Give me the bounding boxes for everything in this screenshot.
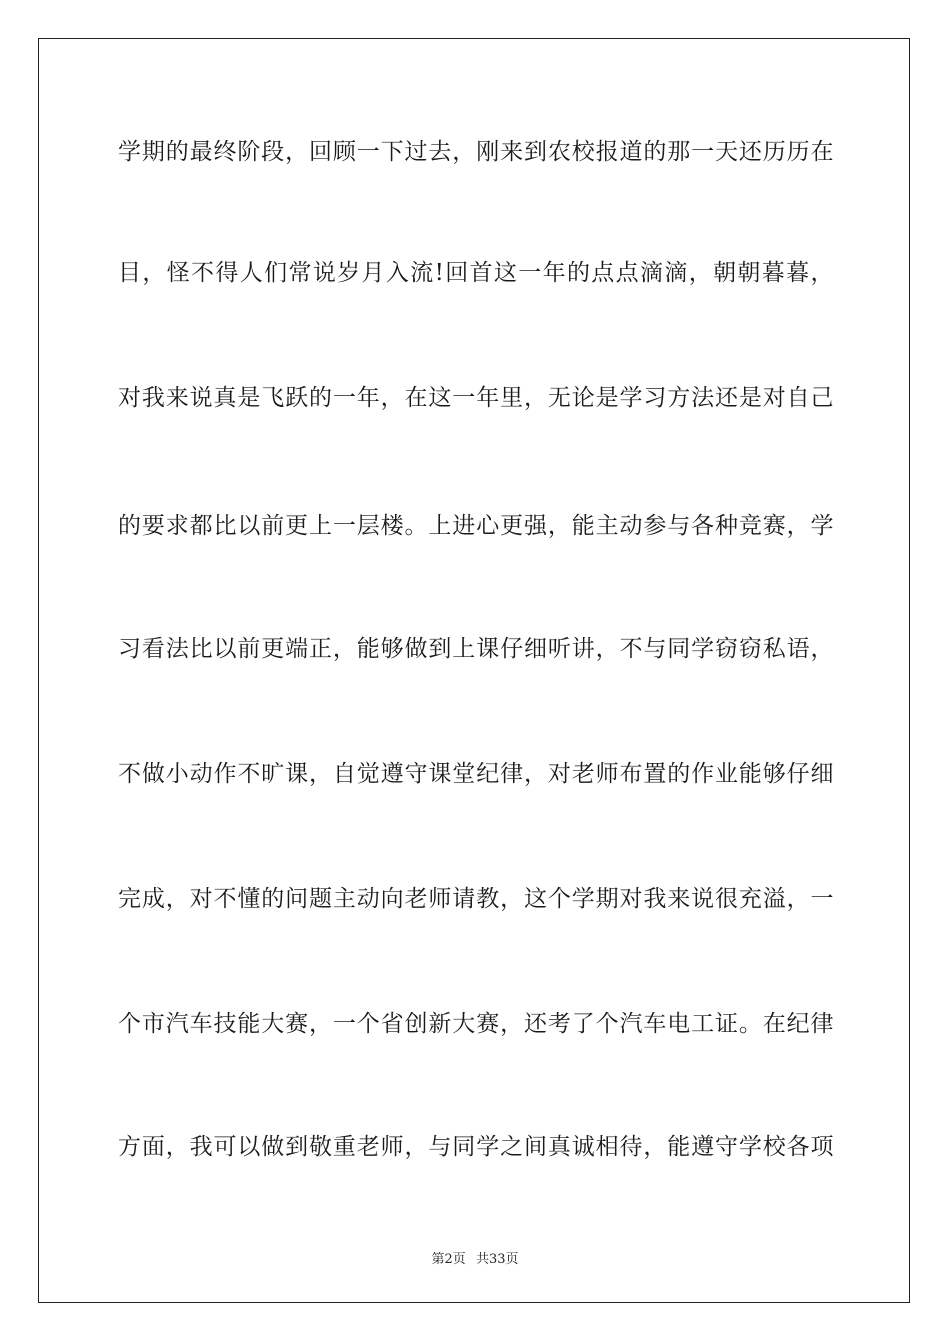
text-line: 完成，对不懂的问题主动向老师请教，这个学期对我来说很充溢，一: [118, 886, 834, 912]
page-footer: [0, 1248, 950, 1267]
text-line: 的要求都比以前更上一层楼。上进心更强，能主动参与各种竞赛，学: [118, 513, 834, 539]
page-total: 共33页: [475, 1252, 519, 1267]
text-line: 目，怪不得人们常说岁月入流!回首这一年的点点滴滴，朝朝暮暮，: [118, 260, 834, 286]
text-line: 个市汽车技能大赛，一个省创新大赛，还考了个汽车电工证。在纪律: [118, 1011, 834, 1037]
page-border: [38, 38, 910, 1303]
text-line: 方面，我可以做到敬重老师，与同学之间真诚相待，能遵守学校各项: [118, 1134, 834, 1160]
text-line: 不做小动作不旷课，自觉遵守课堂纪律，对老师布置的作业能够仔细: [118, 761, 834, 787]
text-line: 习看法比以前更端正，能够做到上课仔细听讲，不与同学窃窃私语，: [118, 636, 834, 662]
text-line: 学期的最终阶段，回顾一下过去，刚来到农校报道的那一天还历历在: [118, 139, 834, 165]
page-number: 第2页: [431, 1252, 466, 1267]
text-line: 对我来说真是飞跃的一年，在这一年里，无论是学习方法还是对自己: [118, 385, 834, 411]
